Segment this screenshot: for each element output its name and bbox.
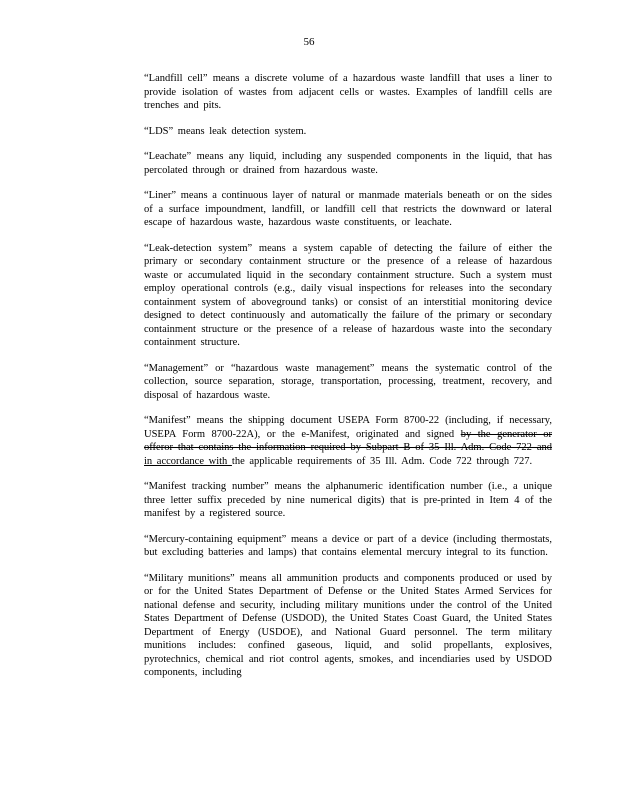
- paragraph-text: “Liner” means a continuous layer of natural or manmade materials beneath or on the sides of a surface impoundment, landfill, or landfill cell that restricts the downward or lateral escape of hazardous waste, hazardous waste constituents, or leachate.: [144, 190, 552, 228]
- document-body: [144, 72, 552, 692]
- paragraph-text: “Military munitions” means all ammunition products and components produced or used by or for the United States Department of Defense or the United States Armed Services for national defense and security, including military munitions under the control of the United States Department of Defense (USDOD), the United States Coast Guard, the United States Department of Energy (USDOE), and National Guard personnel. The term military munitions includes: confined gaseous, liquid, and solid propellants, explosives, pyrotechnics, chemical and riot control agents, smokes, and incendiaries used by USDOD components, including: [144, 572, 552, 678]
- definition-paragraph: [144, 414, 552, 468]
- definition-paragraph: [144, 72, 552, 113]
- definition-paragraph: [144, 480, 552, 521]
- definition-paragraph: [144, 150, 552, 177]
- paragraph-text: “Landfill cell” means a discrete volume of a hazardous waste landfill that uses a liner to provide isolation of wastes from adjacent cells or wastes. Examples of landfill cells are trenches and pits.: [144, 73, 552, 111]
- definition-paragraph: [144, 242, 552, 350]
- paragraph-text: “Manifest tracking number” means the alphanumeric identification number (i.e., a unique three letter suffix preceded by nine numerical digits) that is pre-printed in Item 4 of the manifest by a registered source.: [144, 481, 552, 519]
- paragraph-text: “Management” or “hazardous waste management” means the systematic control of the collection, source separation, storage, transportation, processing, treatment, recovery, and disposal of hazardous waste.: [144, 362, 552, 401]
- paragraph-text: the applicable requirements of 35 Ill. Adm. Code 722 through 727.: [231, 455, 533, 467]
- definition-paragraph: [144, 362, 552, 403]
- paragraph-text: “LDS” means leak detection system.: [144, 125, 307, 137]
- paragraph-text: “Mercury-containing equipment” means a device or part of a device (including thermostats, but excluding batteries and lamps) that contains elemental mercury integral to its function.: [144, 533, 552, 558]
- definition-paragraph: [144, 125, 552, 139]
- definition-paragraph: [144, 533, 552, 560]
- definition-paragraph: [144, 189, 552, 230]
- deleted-text: by the generator or offeror that contains the information required by Subpart B of 35 Ill. Adm. Code 722 and: [144, 428, 553, 453]
- page-number: 56: [303, 36, 315, 48]
- inserted-text: in accordance with: [144, 455, 232, 467]
- paragraph-text: “Leachate” means any liquid, including any suspended components in the liquid, that has percolated through or drained from hazardous waste.: [144, 151, 552, 176]
- paragraph-text: “Manifest” means the shipping document USEPA Form 8700-22 (including, if necessary, USEPA Form 8700-22A), or the e-Manifest, originated and signed: [144, 415, 552, 440]
- definition-paragraph: [144, 572, 552, 680]
- paragraph-text: “Leak-detection system” means a system capable of detecting the failure of either the primary or secondary containment structure or the presence of a release of hazardous waste or accumulated liquid in the secondary containment structure. Such a system must employ operational controls (e.g., daily visual inspections for releases into the secondary containment system of aboveground tanks) or consist of an interstitial monitoring device designed to detect continuously and automatically the failure of the primary or secondary containment structure or the presence of a release of hazardous waste into the secondary containment structure.: [144, 242, 552, 348]
